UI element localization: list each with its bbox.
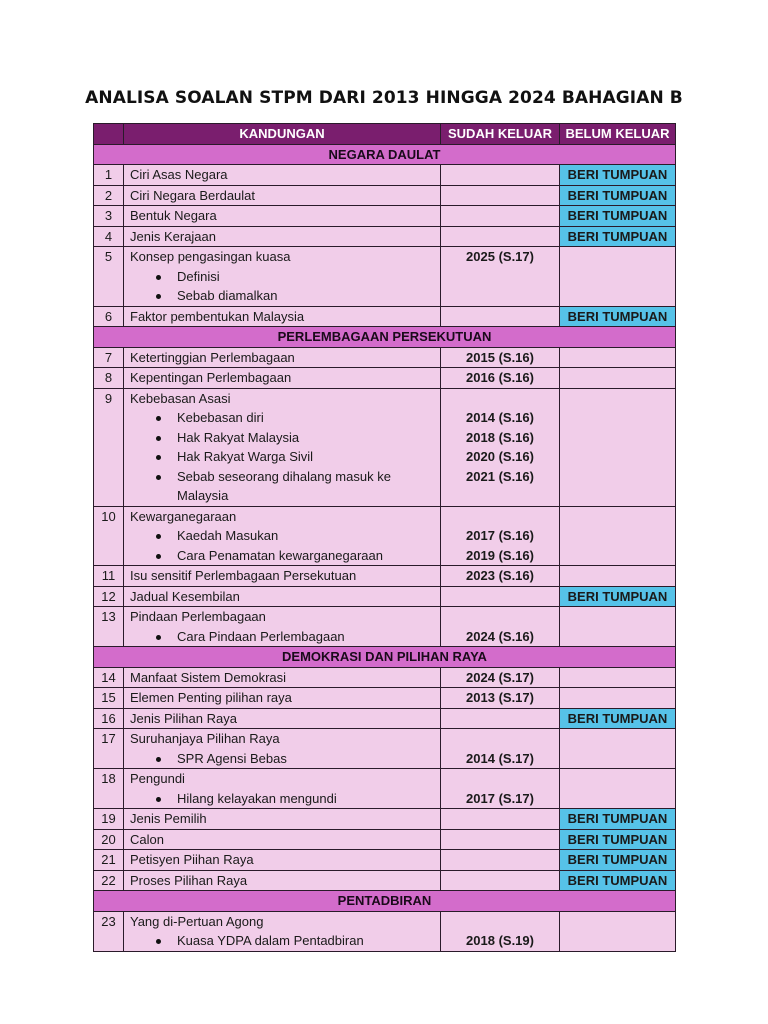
table-row bbox=[94, 506, 676, 566]
table-row bbox=[94, 306, 676, 327]
topic-label: Kebebasan Asasi bbox=[130, 390, 231, 406]
table-row bbox=[94, 850, 676, 871]
beri-tumpuan-badge: BERI TUMPUAN bbox=[560, 165, 676, 186]
spacer bbox=[441, 607, 559, 627]
row-number: 12 bbox=[94, 586, 124, 607]
row-sudah-keluar bbox=[441, 347, 560, 368]
sudah-value: 2019 (S.16) bbox=[466, 547, 534, 563]
row-sudah-keluar bbox=[441, 809, 560, 830]
bullet-continuation: Malaysia bbox=[177, 488, 229, 503]
table-row bbox=[94, 165, 676, 186]
topic-label: Proses Pilihan Raya bbox=[130, 872, 248, 888]
sudah-value: 2025 (S.17) bbox=[466, 249, 534, 264]
row-sudah-keluar bbox=[441, 850, 560, 871]
bullet-item: Kebebasan diri bbox=[130, 408, 440, 428]
row-sudah-keluar bbox=[441, 708, 560, 729]
row-number: 9 bbox=[94, 388, 124, 506]
topic-label: Kewarganegaraan bbox=[130, 508, 237, 524]
row-kandungan bbox=[124, 870, 441, 891]
row-belum-keluar bbox=[560, 607, 676, 647]
row-kandungan bbox=[124, 769, 441, 809]
topic-label: Elemen Penting pilihan raya bbox=[130, 690, 292, 705]
sudah-value: 2015 (S.16) bbox=[466, 349, 534, 365]
beri-tumpuan-badge: BERI TUMPUAN bbox=[560, 850, 676, 871]
row-belum-keluar bbox=[560, 911, 676, 951]
row-kandungan bbox=[124, 667, 441, 688]
beri-tumpuan-badge: BERI TUMPUAN bbox=[560, 809, 676, 830]
row-kandungan bbox=[124, 206, 441, 227]
topic-label: Suruhanjaya Pilihan Raya bbox=[130, 731, 280, 746]
beri-tumpuan-badge: BERI TUMPUAN bbox=[560, 829, 676, 850]
row-kandungan bbox=[124, 347, 441, 368]
row-number: 11 bbox=[94, 566, 124, 587]
sudah-value: 2021 (S.16) bbox=[466, 468, 534, 484]
bullet-item: Definisi bbox=[130, 267, 440, 287]
table-row bbox=[94, 368, 676, 389]
topic-label: Yang di-Pertuan Agong bbox=[130, 913, 264, 929]
table-header-row bbox=[94, 124, 676, 145]
beri-tumpuan-badge: BERI TUMPUAN bbox=[560, 870, 676, 891]
row-belum-keluar bbox=[560, 769, 676, 809]
row-number: 19 bbox=[94, 809, 124, 830]
sudah-value: 2017 (S.16) bbox=[466, 528, 534, 543]
row-number: 16 bbox=[94, 708, 124, 729]
section-title: NEGARA DAULAT bbox=[94, 144, 676, 165]
bullet-item: Cara Pindaan Perlembagaan bbox=[130, 627, 440, 647]
row-sudah-keluar bbox=[441, 688, 560, 709]
sudah-value: 2024 (S.16) bbox=[466, 628, 534, 644]
row-kandungan bbox=[124, 226, 441, 247]
topic-label: Manfaat Sistem Demokrasi bbox=[130, 669, 287, 685]
table-row bbox=[94, 769, 676, 809]
table-row bbox=[94, 206, 676, 227]
beri-tumpuan-badge: BERI TUMPUAN bbox=[560, 306, 676, 327]
header-no bbox=[94, 124, 124, 145]
sudah-value: 2013 (S.17) bbox=[466, 690, 534, 705]
row-kandungan bbox=[124, 708, 441, 729]
sudah-value: 2014 (S.16) bbox=[466, 410, 534, 425]
header-kandungan: KANDUNGAN bbox=[124, 124, 441, 145]
sudah-value: 2023 (S.16) bbox=[466, 568, 534, 583]
spacer bbox=[441, 769, 559, 789]
row-kandungan bbox=[124, 607, 441, 647]
row-sudah-keluar bbox=[441, 667, 560, 688]
topic-label: Ciri Asas Negara bbox=[130, 167, 228, 182]
bullet-item: Kaedah Masukan bbox=[130, 526, 440, 546]
topic-label: Jenis Pilihan Raya bbox=[130, 710, 237, 726]
row-kandungan bbox=[124, 247, 441, 307]
topic-label: Konsep pengasingan kuasa bbox=[130, 249, 291, 264]
table-row bbox=[94, 829, 676, 850]
row-sudah-keluar bbox=[441, 566, 560, 587]
section-header-row bbox=[94, 647, 676, 668]
row-sudah-keluar bbox=[441, 206, 560, 227]
bullet-item: Hak Rakyat Warga Sivil bbox=[130, 447, 440, 467]
row-kandungan bbox=[124, 306, 441, 327]
analysis-table bbox=[93, 123, 676, 952]
row-belum-keluar bbox=[560, 506, 676, 566]
row-number: 7 bbox=[94, 347, 124, 368]
spacer bbox=[441, 507, 559, 527]
row-belum-keluar bbox=[560, 347, 676, 368]
bullet-item: Cara Penamatan kewarganegaraan bbox=[130, 546, 440, 566]
row-number: 4 bbox=[94, 226, 124, 247]
bullet-item: Sebab seseorang dihalang masuk ke bbox=[130, 467, 440, 487]
topic-label: Jenis Pemilih bbox=[130, 811, 207, 826]
row-number: 1 bbox=[94, 165, 124, 186]
row-sudah-keluar bbox=[441, 388, 560, 506]
table-row bbox=[94, 870, 676, 891]
bullet-item: Sebab diamalkan bbox=[130, 286, 440, 306]
row-sudah-keluar bbox=[441, 185, 560, 206]
sudah-value: 2018 (S.16) bbox=[466, 429, 534, 445]
row-kandungan bbox=[124, 586, 441, 607]
topic-label: Kepentingan Perlembagaan bbox=[130, 370, 292, 385]
row-kandungan bbox=[124, 911, 441, 951]
row-number: 15 bbox=[94, 688, 124, 709]
row-sudah-keluar bbox=[441, 911, 560, 951]
row-number: 13 bbox=[94, 607, 124, 647]
row-kandungan bbox=[124, 566, 441, 587]
row-kandungan bbox=[124, 809, 441, 830]
row-sudah-keluar bbox=[441, 165, 560, 186]
row-sudah-keluar bbox=[441, 769, 560, 809]
row-kandungan bbox=[124, 368, 441, 389]
row-sudah-keluar bbox=[441, 586, 560, 607]
beri-tumpuan-badge: BERI TUMPUAN bbox=[560, 185, 676, 206]
row-kandungan bbox=[124, 506, 441, 566]
beri-tumpuan-badge: BERI TUMPUAN bbox=[560, 586, 676, 607]
topic-label: Calon bbox=[130, 831, 164, 847]
table-body bbox=[94, 144, 676, 951]
bullet-item: Hak Rakyat Malaysia bbox=[130, 428, 440, 448]
topic-label: Petisyen Piihan Raya bbox=[130, 852, 254, 867]
row-kandungan bbox=[124, 729, 441, 769]
row-sudah-keluar bbox=[441, 247, 560, 307]
row-belum-keluar bbox=[560, 368, 676, 389]
topic-label: Jadual Kesembilan bbox=[130, 588, 240, 604]
row-number: 2 bbox=[94, 185, 124, 206]
table-row bbox=[94, 667, 676, 688]
table-row bbox=[94, 347, 676, 368]
section-title: DEMOKRASI DAN PILIHAN RAYA bbox=[94, 647, 676, 668]
header-sudah-keluar: SUDAH KELUAR bbox=[441, 124, 560, 145]
table-row bbox=[94, 388, 676, 506]
row-sudah-keluar bbox=[441, 729, 560, 769]
row-kandungan bbox=[124, 185, 441, 206]
row-number: 20 bbox=[94, 829, 124, 850]
row-sudah-keluar bbox=[441, 368, 560, 389]
header-belum-keluar: BELUM KELUAR bbox=[560, 124, 676, 145]
row-kandungan bbox=[124, 165, 441, 186]
section-header-row bbox=[94, 144, 676, 165]
row-belum-keluar bbox=[560, 566, 676, 587]
table-row bbox=[94, 729, 676, 769]
table-row bbox=[94, 911, 676, 951]
row-number: 21 bbox=[94, 850, 124, 871]
sudah-value: 2018 (S.19) bbox=[466, 933, 534, 948]
sudah-value: 2016 (S.16) bbox=[466, 370, 534, 385]
bullet-item: Kuasa YDPA dalam Pentadbiran bbox=[130, 931, 440, 951]
row-number: 22 bbox=[94, 870, 124, 891]
row-number: 18 bbox=[94, 769, 124, 809]
row-belum-keluar bbox=[560, 388, 676, 506]
row-sudah-keluar bbox=[441, 226, 560, 247]
row-sudah-keluar bbox=[441, 506, 560, 566]
row-kandungan bbox=[124, 829, 441, 850]
row-belum-keluar bbox=[560, 688, 676, 709]
table-row bbox=[94, 226, 676, 247]
row-number: 6 bbox=[94, 306, 124, 327]
row-sudah-keluar bbox=[441, 829, 560, 850]
row-belum-keluar bbox=[560, 247, 676, 307]
row-number: 14 bbox=[94, 667, 124, 688]
row-number: 8 bbox=[94, 368, 124, 389]
section-title: PENTADBIRAN bbox=[94, 891, 676, 912]
sudah-value: 2014 (S.17) bbox=[466, 750, 534, 766]
topic-label: Bentuk Negara bbox=[130, 208, 217, 223]
row-number: 5 bbox=[94, 247, 124, 307]
row-number: 23 bbox=[94, 911, 124, 951]
beri-tumpuan-badge: BERI TUMPUAN bbox=[560, 708, 676, 729]
bullet-item: Hilang kelayakan mengundi bbox=[130, 789, 440, 809]
topic-label: Ketertinggian Perlembagaan bbox=[130, 349, 295, 365]
row-sudah-keluar bbox=[441, 306, 560, 327]
row-sudah-keluar bbox=[441, 607, 560, 647]
row-belum-keluar bbox=[560, 667, 676, 688]
table-row bbox=[94, 688, 676, 709]
table-row bbox=[94, 566, 676, 587]
spacer bbox=[441, 912, 559, 932]
table-row bbox=[94, 185, 676, 206]
table-row bbox=[94, 586, 676, 607]
row-belum-keluar bbox=[560, 729, 676, 769]
row-kandungan bbox=[124, 850, 441, 871]
spacer bbox=[441, 389, 559, 409]
bullet-item: SPR Agensi Bebas bbox=[130, 749, 440, 769]
row-kandungan bbox=[124, 688, 441, 709]
topic-label: Pengundi bbox=[130, 771, 185, 786]
topic-label: Isu sensitif Perlembagaan Persekutuan bbox=[130, 568, 357, 583]
sudah-value: 2017 (S.17) bbox=[466, 790, 534, 806]
topic-label: Pindaan Perlembagaan bbox=[130, 609, 266, 624]
spacer bbox=[441, 729, 559, 749]
sudah-value: 2024 (S.17) bbox=[466, 669, 534, 685]
row-number: 3 bbox=[94, 206, 124, 227]
row-kandungan bbox=[124, 388, 441, 506]
section-title: PERLEMBAGAAN PERSEKUTUAN bbox=[94, 327, 676, 348]
row-number: 10 bbox=[94, 506, 124, 566]
table-row bbox=[94, 607, 676, 647]
beri-tumpuan-badge: BERI TUMPUAN bbox=[560, 226, 676, 247]
row-number: 17 bbox=[94, 729, 124, 769]
sudah-value: 2020 (S.16) bbox=[466, 449, 534, 464]
section-header-row bbox=[94, 327, 676, 348]
section-header-row bbox=[94, 891, 676, 912]
beri-tumpuan-badge: BERI TUMPUAN bbox=[560, 206, 676, 227]
page-title: ANALISA SOALAN STPM DARI 2013 HINGGA 2024 BAHAGIAN B bbox=[85, 88, 683, 108]
table-row bbox=[94, 708, 676, 729]
topic-label: Faktor pembentukan Malaysia bbox=[130, 308, 305, 324]
table-row bbox=[94, 247, 676, 307]
table-row bbox=[94, 809, 676, 830]
row-sudah-keluar bbox=[441, 870, 560, 891]
topic-label: Ciri Negara Berdaulat bbox=[130, 187, 256, 203]
topic-label: Jenis Kerajaan bbox=[130, 228, 216, 244]
